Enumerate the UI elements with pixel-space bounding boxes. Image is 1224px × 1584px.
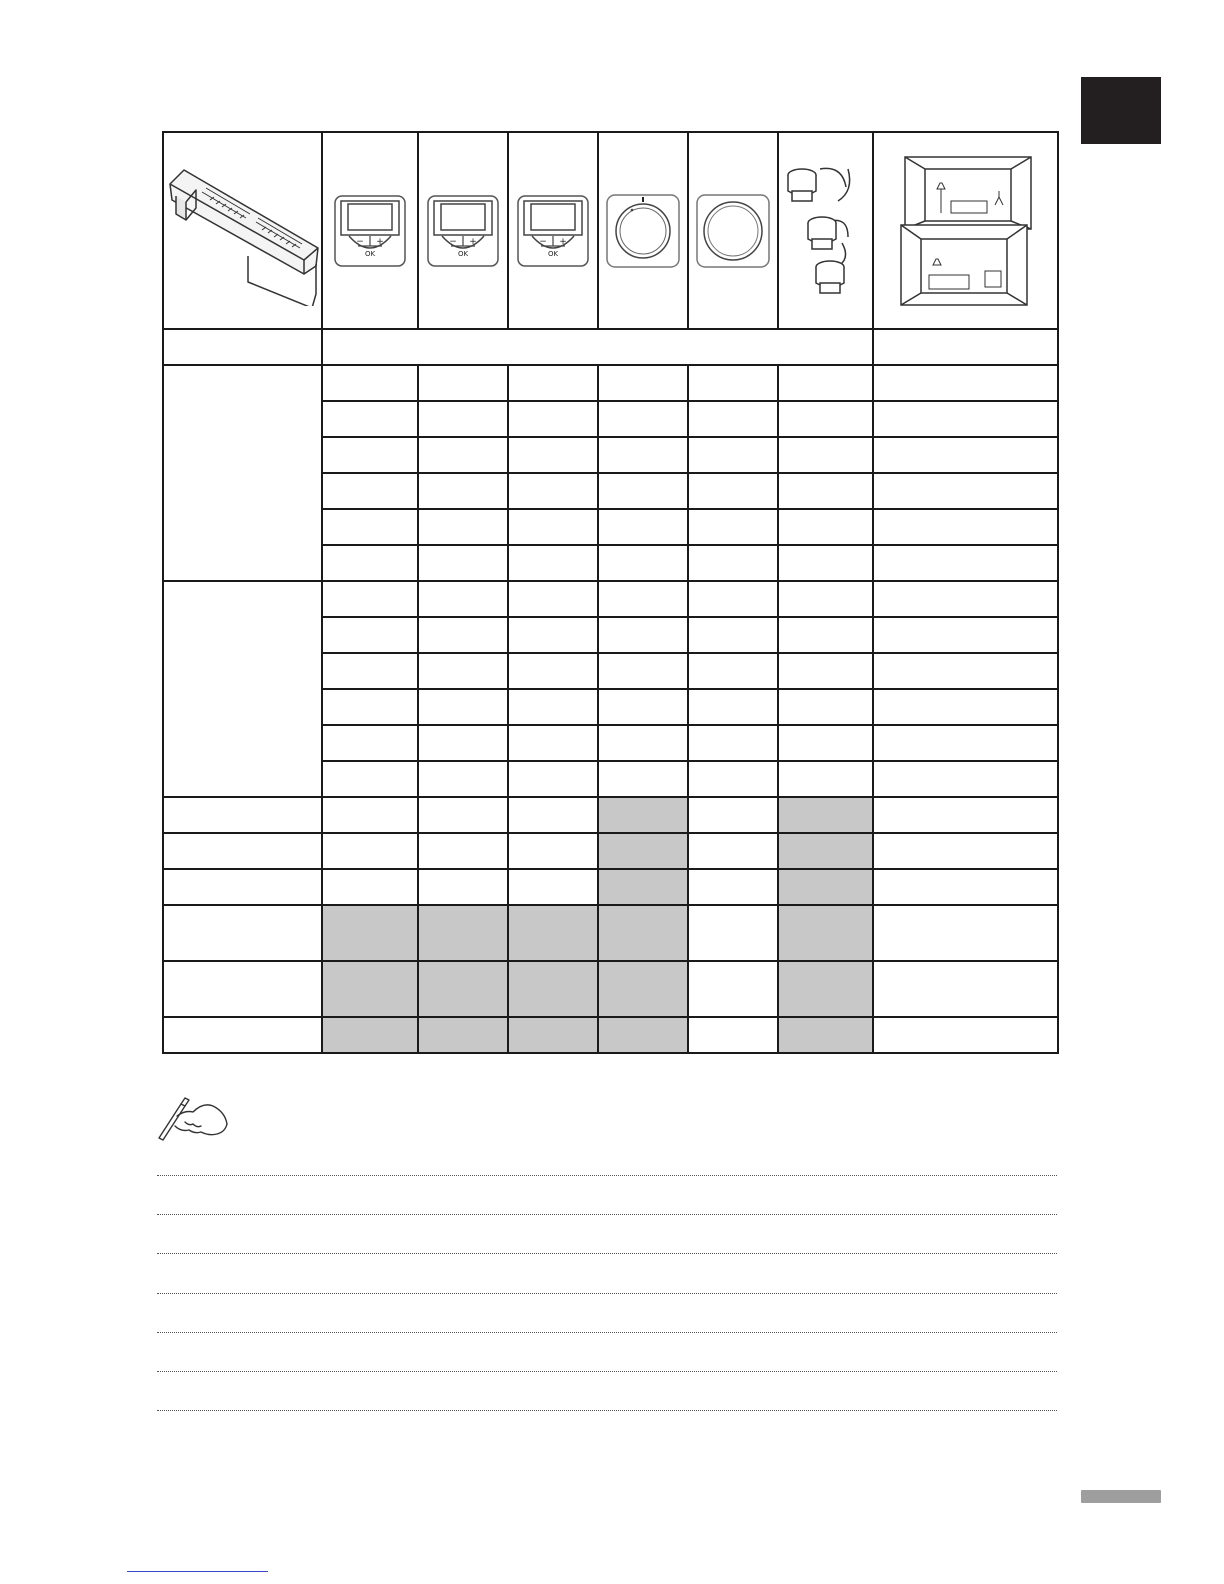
table-cell (688, 689, 778, 725)
table-cell (418, 961, 508, 1017)
table-cell (508, 869, 598, 905)
table-cell (598, 437, 688, 473)
table-cell (322, 617, 418, 653)
table-cell (688, 509, 778, 545)
installation-table (162, 131, 1059, 1054)
table-cell (778, 473, 873, 509)
note-line (157, 1410, 1057, 1411)
table-cell (873, 797, 1058, 833)
note-line (157, 1253, 1057, 1254)
table-cell (508, 689, 598, 725)
table-cell (873, 617, 1058, 653)
table-cell (508, 961, 598, 1017)
note-line (157, 1371, 1057, 1372)
controller-cell (163, 132, 322, 329)
table-cell (598, 365, 688, 401)
table-cell (508, 1017, 598, 1053)
digital-thermostat-icon (426, 194, 500, 268)
table-cell (598, 509, 688, 545)
feature-label-cell (163, 961, 322, 1017)
table-cell (778, 545, 873, 581)
table-cell (688, 473, 778, 509)
table-cell (322, 869, 418, 905)
table-cell (688, 653, 778, 689)
table-cell (873, 581, 1058, 617)
table-cell (322, 473, 418, 509)
rooms-cell (873, 132, 1058, 329)
table-cell (688, 761, 778, 797)
table-cell (322, 581, 418, 617)
table-cell (778, 761, 873, 797)
feature-label-cell (163, 1017, 322, 1053)
table-cell (322, 833, 418, 869)
table-cell (508, 617, 598, 653)
actuators-icon (782, 161, 870, 301)
table-cell (873, 725, 1058, 761)
table-cell (778, 869, 873, 905)
table-cell (688, 365, 778, 401)
table-cell (873, 905, 1058, 961)
table-cell (688, 1017, 778, 1053)
table-cell (778, 961, 873, 1017)
feature-row (163, 905, 1058, 961)
table-cell (418, 869, 508, 905)
table-cell (322, 437, 418, 473)
digital-thermostat-icon (333, 194, 407, 268)
table-cell (418, 581, 508, 617)
thermostat-cell-3 (508, 132, 598, 329)
feature-row (163, 833, 1058, 869)
table-cell (873, 1017, 1058, 1053)
table-cell (508, 653, 598, 689)
svg-text:−: − (449, 236, 457, 247)
table-cell (873, 401, 1058, 437)
page-number-bar (1081, 1490, 1161, 1503)
table-cell (508, 437, 598, 473)
table-cell (598, 761, 688, 797)
svg-text:−: − (356, 236, 364, 247)
table-cell (778, 437, 873, 473)
table-cell (508, 365, 598, 401)
table-cell (873, 689, 1058, 725)
table-cell (598, 1017, 688, 1053)
table-cell (873, 365, 1058, 401)
table-cell (688, 869, 778, 905)
table-cell (418, 797, 508, 833)
svg-text:+: + (469, 236, 477, 247)
table-cell (418, 761, 508, 797)
table-cell (688, 617, 778, 653)
table-cell (873, 437, 1058, 473)
table-cell (688, 545, 778, 581)
svg-text:+: + (559, 236, 567, 247)
table-cell (418, 905, 508, 961)
table-cell (778, 653, 873, 689)
table-cell (508, 581, 598, 617)
controller-icon (166, 156, 320, 306)
table-cell (322, 689, 418, 725)
table-cell (688, 961, 778, 1017)
table-cell (322, 905, 418, 961)
table-cell (873, 961, 1058, 1017)
table-cell (598, 581, 688, 617)
table-cell (688, 401, 778, 437)
table-cell (418, 545, 508, 581)
table-cell (322, 401, 418, 437)
digital-thermostat-icon (516, 194, 590, 268)
table-cell (418, 473, 508, 509)
table-cell (598, 869, 688, 905)
table-cell (688, 797, 778, 833)
table-cell (322, 509, 418, 545)
table-cell (778, 617, 873, 653)
table-cell (508, 401, 598, 437)
table-cell (418, 833, 508, 869)
feature-label-cell (163, 833, 322, 869)
feature-row (163, 961, 1058, 1017)
table-cell (778, 581, 873, 617)
table-cell (598, 833, 688, 869)
table-cell (418, 437, 508, 473)
summary-merged-cell (322, 329, 873, 365)
table-cell (508, 725, 598, 761)
table-cell (598, 689, 688, 725)
feature-row (163, 797, 1058, 833)
feature-row (163, 1017, 1058, 1053)
table-cell (778, 905, 873, 961)
table-cell (598, 905, 688, 961)
table-cell (508, 473, 598, 509)
table-cell (508, 545, 598, 581)
table-cell (873, 545, 1058, 581)
table-cell (508, 761, 598, 797)
svg-text:OK: OK (364, 249, 376, 258)
feature-label-cell (163, 869, 322, 905)
table-cell (508, 905, 598, 961)
table-cell (873, 509, 1058, 545)
note-line (157, 1175, 1057, 1176)
table-cell (873, 473, 1058, 509)
footer-link-underline (127, 1571, 268, 1572)
room-layout-icon (899, 155, 1033, 307)
svg-text:OK: OK (547, 249, 559, 258)
table-cell (508, 509, 598, 545)
table-cell (688, 581, 778, 617)
svg-text:OK: OK (457, 249, 469, 258)
table-cell (598, 797, 688, 833)
group-1-label-cell (163, 365, 322, 581)
table-cell (322, 797, 418, 833)
table-cell (418, 365, 508, 401)
table-cell (322, 545, 418, 581)
sensor-thermostat-icon (695, 193, 771, 269)
summary-label-cell (163, 329, 322, 365)
table-cell (322, 653, 418, 689)
table-cell (598, 653, 688, 689)
table-cell (873, 869, 1058, 905)
table-cell (418, 725, 508, 761)
table-cell (598, 401, 688, 437)
table-cell (598, 473, 688, 509)
table-cell (778, 797, 873, 833)
dial-thermostat-cell (598, 132, 688, 329)
actuators-cell (778, 132, 873, 329)
table-cell (873, 653, 1058, 689)
table-cell (418, 1017, 508, 1053)
table-cell (778, 401, 873, 437)
table-cell (418, 401, 508, 437)
group-2-label-cell (163, 581, 322, 797)
svg-text:+: + (376, 236, 384, 247)
table-cell (688, 725, 778, 761)
table-cell (322, 725, 418, 761)
thermostat-cell-2 (418, 132, 508, 329)
feature-row (163, 869, 1058, 905)
group-1-row (163, 365, 1058, 401)
table-cell (322, 365, 418, 401)
table-cell (688, 437, 778, 473)
table-cell (778, 509, 873, 545)
summary-room-cell (873, 329, 1058, 365)
feature-label-cell (163, 905, 322, 961)
table-cell (508, 833, 598, 869)
table-cell (778, 1017, 873, 1053)
table-cell (418, 653, 508, 689)
writing-hand-icon (155, 1092, 229, 1142)
table-cell (778, 725, 873, 761)
table-cell (508, 797, 598, 833)
table-cell (598, 725, 688, 761)
table-cell (322, 761, 418, 797)
table-cell (322, 1017, 418, 1053)
note-line (157, 1214, 1057, 1215)
dial-thermostat-icon (605, 193, 681, 269)
feature-label-cell (163, 797, 322, 833)
table-cell (688, 833, 778, 869)
table-cell (598, 617, 688, 653)
table-cell (322, 961, 418, 1017)
note-line (157, 1332, 1057, 1333)
header-image-row (163, 132, 1058, 329)
sensor-thermostat-cell (688, 132, 778, 329)
table-cell (688, 905, 778, 961)
table-cell (778, 689, 873, 725)
language-tab (1081, 77, 1161, 144)
group-2-row (163, 581, 1058, 617)
table-cell (598, 961, 688, 1017)
table-cell (873, 761, 1058, 797)
note-line (157, 1293, 1057, 1294)
thermostat-cell-1 (322, 132, 418, 329)
table-cell (418, 617, 508, 653)
table-cell (873, 833, 1058, 869)
table-cell (778, 365, 873, 401)
svg-text:−: − (539, 236, 547, 247)
table-cell (418, 689, 508, 725)
table-cell (418, 509, 508, 545)
table-cell (598, 545, 688, 581)
table-cell (778, 833, 873, 869)
summary-row (163, 329, 1058, 365)
